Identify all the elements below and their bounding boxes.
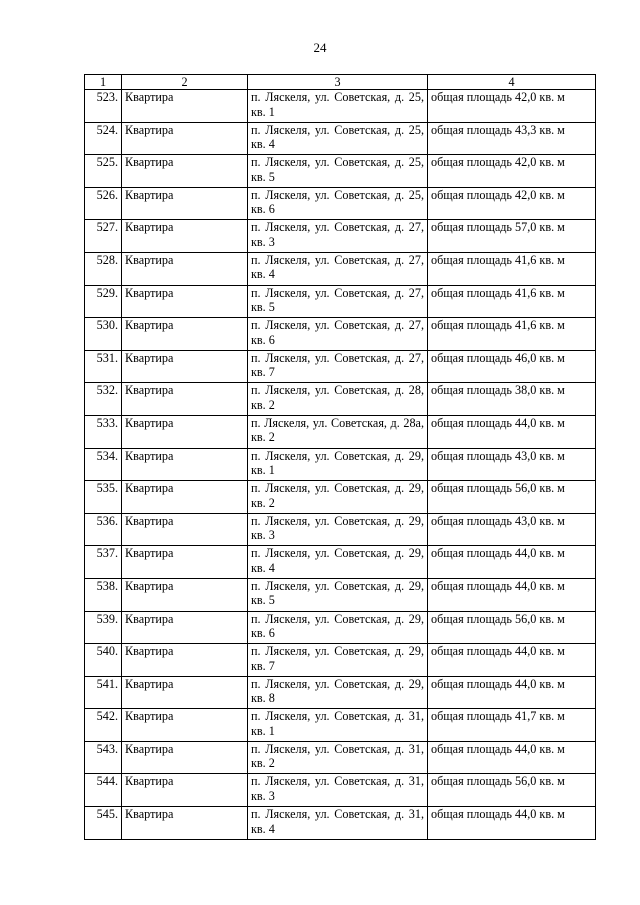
table-row [85,383,596,416]
property-description: общая площадь 44,0 кв. м [428,741,596,774]
property-type: Квартира [122,709,248,742]
row-number: 540. [85,644,122,677]
property-type: Квартира [122,122,248,155]
property-type: Квартира [122,155,248,188]
row-number: 527. [85,220,122,253]
property-type: Квартира [122,513,248,546]
property-type: Квартира [122,318,248,351]
property-address: п. Ляскеля, ул. Советская, д. 25, кв. 6 [248,187,428,220]
property-address: п. Ляскеля, ул. Советская, д. 27, кв. 5 [248,285,428,318]
row-number: 529. [85,285,122,318]
property-address: п. Ляскеля, ул. Советская, д. 29, кв. 8 [248,676,428,709]
column-header-1: 1 [85,75,122,90]
property-description: общая площадь 44,0 кв. м [428,546,596,579]
property-description: общая площадь 44,0 кв. м [428,807,596,840]
table-row [85,285,596,318]
column-header-3: 3 [248,75,428,90]
table-row [85,611,596,644]
row-number: 538. [85,578,122,611]
property-type: Квартира [122,415,248,448]
row-number: 533. [85,415,122,448]
property-address: п. Ляскеля, ул. Советская, д. 31, кв. 3 [248,774,428,807]
row-number: 536. [85,513,122,546]
row-number: 539. [85,611,122,644]
property-address: п. Ляскеля, ул. Советская, д. 31, кв. 1 [248,709,428,742]
property-address: п. Ляскеля, ул. Советская, д. 29, кв. 3 [248,513,428,546]
row-number: 531. [85,350,122,383]
row-number: 541. [85,676,122,709]
row-number: 542. [85,709,122,742]
row-number: 532. [85,383,122,416]
table-row [85,415,596,448]
column-header-2: 2 [122,75,248,90]
property-type: Квартира [122,676,248,709]
table-row [85,481,596,514]
table-row [85,709,596,742]
property-type: Квартира [122,807,248,840]
property-description: общая площадь 38,0 кв. м [428,383,596,416]
property-type: Квартира [122,252,248,285]
property-type: Квартира [122,383,248,416]
table-body [85,90,596,840]
property-type: Квартира [122,644,248,677]
table-row [85,350,596,383]
table-row [85,220,596,253]
property-description: общая площадь 44,0 кв. м [428,578,596,611]
page-number: 24 [313,40,327,55]
property-description: общая площадь 43,3 кв. м [428,122,596,155]
property-type: Квартира [122,350,248,383]
property-type: Квартира [122,578,248,611]
table-row [85,774,596,807]
row-number: 525. [85,155,122,188]
property-address: п. Ляскеля, ул. Советская, д. 29, кв. 4 [248,546,428,579]
table-row [85,741,596,774]
property-address: п. Ляскеля, ул. Советская, д. 28, кв. 2 [248,383,428,416]
property-description: общая площадь 41,6 кв. м [428,252,596,285]
property-address: п. Ляскеля, ул. Советская, д. 27, кв. 4 [248,252,428,285]
table-row [85,90,596,123]
property-address: п. Ляскеля, ул. Советская, д. 31, кв. 2 [248,741,428,774]
property-description: общая площадь 56,0 кв. м [428,774,596,807]
table-row [85,318,596,351]
property-address: п. Ляскеля, ул. Советская, д. 29, кв. 5 [248,578,428,611]
table-row [85,155,596,188]
property-type: Квартира [122,546,248,579]
table-row [85,252,596,285]
property-registry-table [84,74,596,840]
property-description: общая площадь 41,6 кв. м [428,318,596,351]
property-type: Квартира [122,774,248,807]
table-row [85,187,596,220]
property-type: Квартира [122,448,248,481]
property-type: Квартира [122,285,248,318]
property-description: общая площадь 41,6 кв. м [428,285,596,318]
table-row [85,122,596,155]
row-number: 524. [85,122,122,155]
property-description: общая площадь 41,7 кв. м [428,709,596,742]
property-description: общая площадь 56,0 кв. м [428,481,596,514]
property-address: п. Ляскеля, ул. Советская, д. 27, кв. 6 [248,318,428,351]
table-row [85,644,596,677]
row-number: 545. [85,807,122,840]
property-description: общая площадь 43,0 кв. м [428,448,596,481]
property-address: п. Ляскеля, ул. Советская, д. 29, кв. 2 [248,481,428,514]
property-address: п. Ляскеля, ул. Советская, д. 25, кв. 1 [248,90,428,123]
property-description: общая площадь 42,0 кв. м [428,90,596,123]
table-row [85,578,596,611]
property-address: п. Ляскеля, ул. Советская, д. 29, кв. 7 [248,644,428,677]
property-description: общая площадь 44,0 кв. м [428,644,596,677]
property-description: общая площадь 43,0 кв. м [428,513,596,546]
property-type: Квартира [122,90,248,123]
table-row [85,676,596,709]
property-type: Квартира [122,741,248,774]
table-row [85,448,596,481]
property-address: п. Ляскеля, ул. Советская, д. 29, кв. 1 [248,448,428,481]
row-number: 530. [85,318,122,351]
property-address: п. Ляскеля, ул. Советская, д. 27, кв. 3 [248,220,428,253]
property-description: общая площадь 42,0 кв. м [428,155,596,188]
row-number: 535. [85,481,122,514]
property-address: п. Ляскеля, ул. Советская, д. 28а, кв. 2 [248,415,428,448]
row-number: 544. [85,774,122,807]
table-row [85,513,596,546]
property-description: общая площадь 44,0 кв. м [428,676,596,709]
property-description: общая площадь 44,0 кв. м [428,415,596,448]
row-number: 526. [85,187,122,220]
property-description: общая площадь 57,0 кв. м [428,220,596,253]
property-description: общая площадь 46,0 кв. м [428,350,596,383]
table-row [85,546,596,579]
property-address: п. Ляскеля, ул. Советская, д. 25, кв. 5 [248,155,428,188]
row-number: 537. [85,546,122,579]
property-address: п. Ляскеля, ул. Советская, д. 25, кв. 4 [248,122,428,155]
table-row [85,807,596,840]
header-row [85,75,596,90]
row-number: 534. [85,448,122,481]
row-number: 523. [85,90,122,123]
row-number: 543. [85,741,122,774]
property-description: общая площадь 42,0 кв. м [428,187,596,220]
property-address: п. Ляскеля, ул. Советская, д. 31, кв. 4 [248,807,428,840]
property-address: п. Ляскеля, ул. Советская, д. 29, кв. 6 [248,611,428,644]
row-number: 528. [85,252,122,285]
property-type: Квартира [122,611,248,644]
property-type: Квартира [122,187,248,220]
property-description: общая площадь 56,0 кв. м [428,611,596,644]
column-header-4: 4 [428,75,596,90]
property-type: Квартира [122,220,248,253]
property-address: п. Ляскеля, ул. Советская, д. 27, кв. 7 [248,350,428,383]
property-type: Квартира [122,481,248,514]
